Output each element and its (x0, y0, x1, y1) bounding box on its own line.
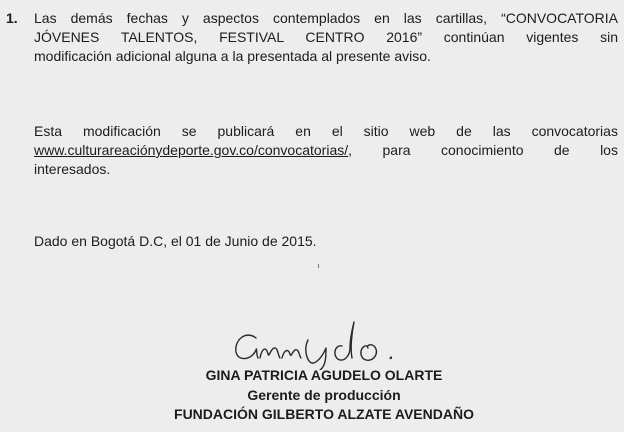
numbered-item (6, 9, 618, 66)
handwritten-signature (222, 318, 422, 370)
dated-line: Dado en Bogotá D.C, el 01 de Junio de 2015. (34, 233, 317, 249)
word: para (382, 142, 411, 158)
publication-line-2: www.culturareaciónydeporte.gov.co/convocatorias/, para conocimiento de los (34, 142, 618, 158)
ink-mark (318, 264, 319, 268)
item-line-1: Las demás fechas y aspectos contemplados en las cartillas, “CONVOCATORIA (34, 10, 618, 26)
publication-line-1 (34, 122, 618, 141)
word: se (181, 123, 197, 139)
signatory-name: GINA PATRICIA AGUDELO OLARTE (205, 367, 443, 383)
word: publicará (217, 123, 275, 139)
word: las (492, 123, 511, 139)
item-line-2: JÓVENES TALENTOS, FESTIVAL CENTRO 2016” continúan vigentes sin (34, 29, 618, 45)
word: convocatorias (531, 123, 618, 139)
convocatorias-link[interactable]: www.culturareaciónydeporte.gov.co/convocatorias/ (34, 142, 349, 158)
word: sitio (363, 123, 389, 139)
word: web (409, 123, 436, 139)
word: los (600, 142, 618, 158)
word: de (554, 142, 570, 158)
signatory-role: Gerente de producción (247, 387, 401, 403)
word: conocimiento (441, 142, 524, 158)
item-line-3: modificación adicional alguna a la presentada al presente aviso. (34, 48, 431, 64)
item-number: 1. (6, 10, 18, 26)
word: el (331, 123, 343, 139)
word: modificación (82, 123, 161, 139)
word: en (295, 123, 311, 139)
publication-paragraph (34, 122, 618, 179)
signatory-organization: FUNDACIÓN GILBERTO ALZATE AVENDAÑO (174, 406, 474, 422)
word: Esta (34, 123, 63, 139)
publication-line-3: interesados. (34, 161, 111, 177)
item-text (34, 9, 618, 66)
word: de (456, 123, 472, 139)
